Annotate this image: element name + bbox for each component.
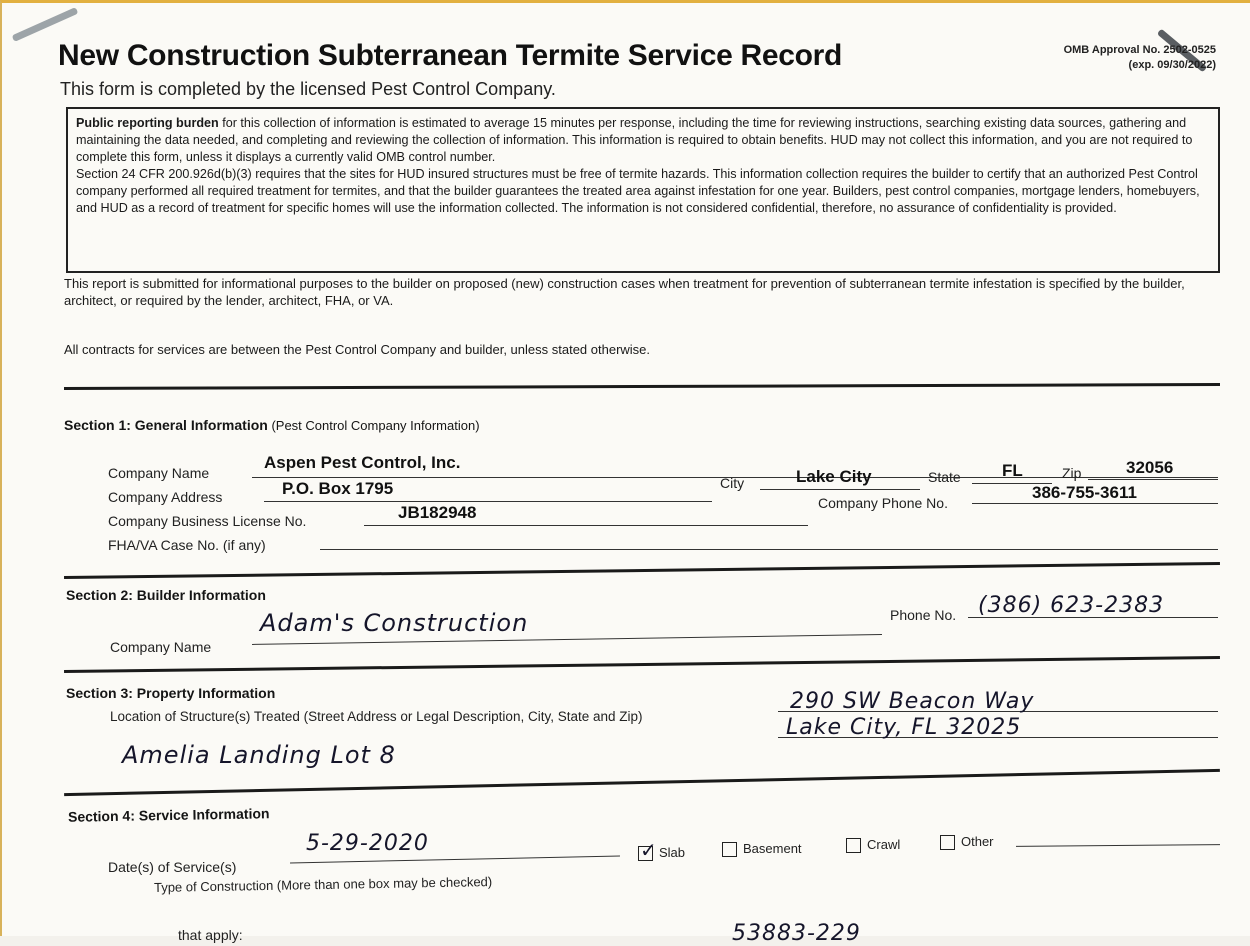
s4-date-label: Date(s) of Service(s) <box>108 859 237 875</box>
s1-city-label: City <box>720 475 745 491</box>
s1-license-label: Company Business License No. <box>108 513 307 529</box>
s3-legal-description-value[interactable]: Amelia Landing Lot 8 <box>122 741 396 769</box>
burden-paragraph-2: Section 24 CFR 200.926d(b)(3) requires that the sites for HUD insured structures must be free of termite hazards. This information collection requires the builder to certify that an authorized Pest Control company performed all required treatment for termites, and that the builder guarantees the treated area against infestation for one year. Builders, pest control companies, mortgage lenders, homebuyers, and HUD as a record of treatment for specific homes will use the information collected. The information is not considered confidential, therefore, no assurance of confidentiality is provided. <box>76 167 1200 215</box>
omb-expiry: (exp. 09/30/2022) <box>1128 59 1216 71</box>
burden-lead: Public reporting burden <box>76 116 219 130</box>
section2-heading: Section 2: Builder Information <box>66 587 266 603</box>
section-divider-1 <box>64 383 1220 390</box>
staple-top-left <box>12 7 79 42</box>
s2-company-name-label: Company Name <box>110 639 212 655</box>
section1-title: Section 1: General Information <box>64 417 268 433</box>
s2-phone-value[interactable]: (386) 623-2383 <box>978 593 1165 618</box>
contracts-note: All contracts for services are between the Pest Control Company and builder, unless stated otherwise. <box>64 342 651 357</box>
basement-checkbox[interactable] <box>722 842 737 857</box>
burden-text-1: for this collection of information is estimated to average 15 minutes per response, including the time for reviewing instructions, searching existing data sources, gathering and maintaining the data needed, and completing and reviewing the collection of information. This information is required to obtain benefits. HUD may not collect this information, and you are not required to complete this form, unless it displays a currently valid OMB control number. <box>76 116 1193 164</box>
s4-date-value[interactable]: 5-29-2020 <box>306 831 429 856</box>
s4-option-slab[interactable] <box>638 840 686 863</box>
s4-partial-handwritten: 53883-229 <box>732 921 861 946</box>
s1-zip-value[interactable]: 32056 <box>1126 458 1174 477</box>
burden-paragraph-1 <box>76 115 1210 166</box>
section-divider-2 <box>64 562 1220 579</box>
s4-option-other[interactable] <box>940 834 994 850</box>
s1-phone-value[interactable]: 386-755-3611 <box>1032 483 1137 502</box>
s1-company-address-value[interactable]: P.O. Box 1795 <box>282 479 394 498</box>
public-burden-box <box>66 107 1220 273</box>
s3-location-label: Location of Structure(s) Treated (Street Address or Legal Description, City, State and Zip) <box>110 709 643 724</box>
section4-heading: Section 4: Service Information <box>67 805 270 825</box>
s1-zip-label: Zip <box>1062 465 1082 481</box>
slab-checkbox[interactable] <box>638 840 657 863</box>
s1-zip-line <box>1088 479 1218 480</box>
s1-company-name-label: Company Name <box>108 465 210 481</box>
s4-partial-label: that apply: <box>178 927 243 943</box>
s1-case-label: FHA/VA Case No. (if any) <box>108 537 266 553</box>
form-subtitle: This form is completed by the licensed Pest Control Company. <box>60 79 556 99</box>
other-checkbox[interactable] <box>940 835 955 850</box>
s1-case-line[interactable] <box>320 549 1218 550</box>
section1-heading <box>64 417 480 433</box>
s4-other-line[interactable] <box>1016 844 1220 847</box>
crawl-checkbox[interactable] <box>846 838 861 853</box>
s1-company-address-line <box>264 501 712 502</box>
s2-company-name-value[interactable]: Adam's Construction <box>260 609 529 637</box>
slab-label: Slab <box>659 845 686 860</box>
s4-type-label: Type of Construction (More than one box may be checked) <box>153 874 493 895</box>
crawl-label: Crawl <box>867 837 901 852</box>
s4-option-basement[interactable] <box>722 841 802 857</box>
section-divider-4 <box>64 769 1220 796</box>
s1-license-value[interactable]: JB182948 <box>398 503 477 522</box>
other-label: Other <box>961 834 994 849</box>
s4-option-crawl[interactable] <box>846 837 900 853</box>
s3-address-line1-value[interactable]: 290 SW Beacon Way <box>790 689 1035 714</box>
checkmark-icon: ✓ <box>640 840 657 863</box>
s2-phone-label: Phone No. <box>890 607 957 623</box>
s3-address-line2-value[interactable]: Lake City, FL 32025 <box>786 715 1022 740</box>
s1-phone-line <box>972 503 1218 504</box>
form-title: New Construction Subterranean Termite Service Record <box>58 39 843 72</box>
omb-approval-number: OMB Approval No. 2502-0525 <box>1063 44 1216 56</box>
section-divider-3 <box>64 656 1220 673</box>
s1-license-line <box>364 525 808 526</box>
s1-company-name-value[interactable]: Aspen Pest Control, Inc. <box>264 453 461 472</box>
intro-paragraph: This report is submitted for informational purposes to the builder on proposed (new) construction cases when treatment for prevention of subterranean termite infestation is specified by the builder, architect, or required by the lender, architect, FHA, or VA. <box>64 276 1185 308</box>
s1-city-line <box>760 489 920 490</box>
s1-company-address-label: Company Address <box>108 489 223 505</box>
basement-label: Basement <box>743 841 802 856</box>
s1-city-value[interactable]: Lake City <box>796 467 872 486</box>
s1-phone-label: Company Phone No. <box>818 495 948 511</box>
s1-state-label: State <box>928 469 961 485</box>
section3-heading: Section 3: Property Information <box>66 685 276 701</box>
s4-date-line <box>290 856 620 864</box>
omb-approval <box>1064 43 1216 73</box>
s1-state-value[interactable]: FL <box>1002 461 1023 480</box>
section1-note: (Pest Control Company Information) <box>267 418 480 433</box>
